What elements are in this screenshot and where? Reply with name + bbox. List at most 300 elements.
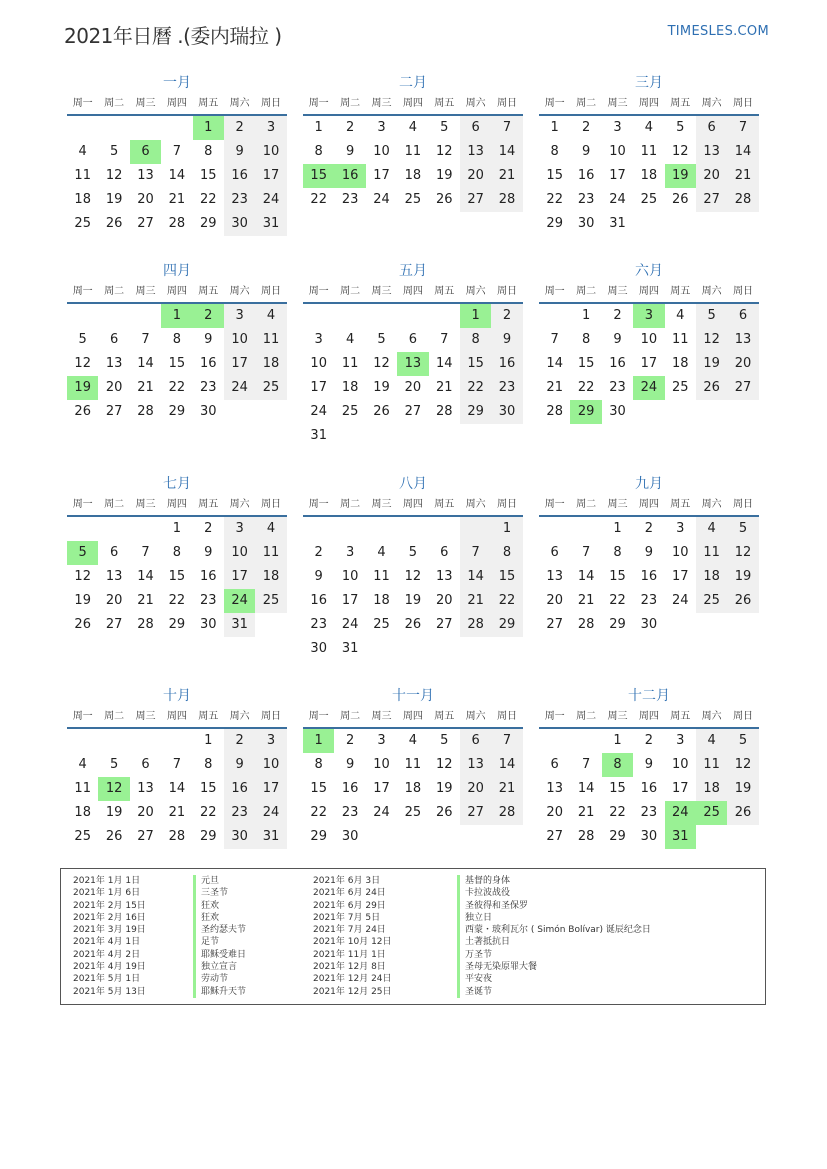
- day-cell[interactable]: 5: [109, 757, 119, 772]
- day-cell[interactable]: 5: [440, 120, 449, 135]
- day-cell[interactable]: 26: [74, 404, 91, 419]
- day-cell[interactable]: 28: [137, 404, 154, 419]
- day-cell[interactable]: 13: [460, 753, 491, 777]
- day-cell[interactable]: 25: [341, 404, 359, 419]
- day-cell[interactable]: 13: [435, 569, 453, 584]
- day-cell[interactable]: 20: [460, 164, 491, 188]
- day-cell[interactable]: 30: [341, 829, 359, 844]
- day-cell[interactable]: 10: [255, 753, 286, 777]
- day-cell[interactable]: 13: [727, 328, 758, 352]
- day-cell[interactable]: 29: [491, 613, 522, 637]
- day-cell[interactable]: 6: [109, 332, 119, 347]
- day-cell[interactable]: 1: [204, 733, 213, 748]
- holiday-day-cell[interactable]: 5: [67, 541, 98, 565]
- day-cell[interactable]: 22: [609, 593, 626, 608]
- day-cell[interactable]: 9: [581, 144, 591, 159]
- day-cell[interactable]: 4: [78, 757, 87, 772]
- day-cell[interactable]: 6: [460, 729, 491, 753]
- day-cell[interactable]: 6: [550, 757, 559, 772]
- day-cell[interactable]: 16: [640, 569, 658, 584]
- day-cell[interactable]: 2: [581, 120, 591, 135]
- day-cell[interactable]: 12: [671, 144, 689, 159]
- day-cell[interactable]: 18: [255, 352, 286, 376]
- day-cell[interactable]: 10: [609, 144, 626, 159]
- day-cell[interactable]: 13: [105, 356, 123, 371]
- day-cell[interactable]: 8: [491, 541, 522, 565]
- holiday-day-cell[interactable]: 3: [633, 304, 664, 328]
- day-cell[interactable]: 13: [137, 168, 154, 183]
- day-cell[interactable]: 20: [435, 593, 453, 608]
- day-cell[interactable]: 27: [546, 617, 563, 632]
- day-cell[interactable]: 18: [341, 380, 359, 395]
- day-cell[interactable]: 30: [640, 829, 658, 844]
- day-cell[interactable]: 30: [224, 212, 255, 236]
- day-cell[interactable]: 8: [172, 332, 181, 347]
- day-cell[interactable]: 31: [609, 216, 626, 231]
- day-cell[interactable]: 5: [676, 120, 685, 135]
- day-cell[interactable]: 22: [577, 380, 595, 395]
- day-cell[interactable]: 15: [168, 569, 186, 584]
- holiday-day-cell[interactable]: 15: [303, 164, 334, 188]
- day-cell[interactable]: 9: [644, 545, 653, 560]
- holiday-day-cell[interactable]: 16: [334, 164, 365, 188]
- day-cell[interactable]: 26: [435, 805, 453, 820]
- day-cell[interactable]: 7: [491, 116, 522, 140]
- day-cell[interactable]: 24: [310, 404, 327, 419]
- day-cell[interactable]: 12: [74, 356, 91, 371]
- day-cell[interactable]: 20: [546, 593, 563, 608]
- day-cell[interactable]: 7: [141, 332, 150, 347]
- day-cell[interactable]: 18: [640, 168, 658, 183]
- day-cell[interactable]: 4: [255, 517, 286, 541]
- day-cell[interactable]: 24: [671, 593, 689, 608]
- day-cell[interactable]: 4: [696, 517, 727, 541]
- day-cell[interactable]: 19: [105, 805, 123, 820]
- day-cell[interactable]: 27: [404, 404, 422, 419]
- day-cell[interactable]: 7: [491, 729, 522, 753]
- day-cell[interactable]: 5: [440, 733, 449, 748]
- day-cell[interactable]: 31: [224, 613, 255, 637]
- day-cell[interactable]: 17: [255, 777, 286, 801]
- day-cell[interactable]: 5: [727, 729, 758, 753]
- day-cell[interactable]: 25: [74, 829, 91, 844]
- day-cell[interactable]: 17: [373, 781, 390, 796]
- day-cell[interactable]: 22: [199, 192, 217, 207]
- day-cell[interactable]: 9: [224, 753, 255, 777]
- day-cell[interactable]: 11: [255, 541, 286, 565]
- day-cell[interactable]: 30: [577, 216, 595, 231]
- day-cell[interactable]: 18: [255, 565, 286, 589]
- day-cell[interactable]: 14: [168, 168, 186, 183]
- day-cell[interactable]: 26: [105, 829, 123, 844]
- day-cell[interactable]: 16: [577, 168, 595, 183]
- day-cell[interactable]: 9: [613, 332, 622, 347]
- day-cell[interactable]: 18: [696, 565, 727, 589]
- day-cell[interactable]: 15: [310, 781, 327, 796]
- day-cell[interactable]: 14: [577, 569, 595, 584]
- day-cell[interactable]: 2: [314, 545, 323, 560]
- day-cell[interactable]: 13: [105, 569, 123, 584]
- day-cell[interactable]: 14: [577, 781, 595, 796]
- day-cell[interactable]: 23: [491, 376, 522, 400]
- day-cell[interactable]: 20: [696, 164, 727, 188]
- day-cell[interactable]: 8: [460, 328, 491, 352]
- day-cell[interactable]: 17: [671, 781, 689, 796]
- day-cell[interactable]: 17: [255, 164, 286, 188]
- day-cell[interactable]: 11: [341, 356, 359, 371]
- day-cell[interactable]: 3: [224, 304, 255, 328]
- day-cell[interactable]: 29: [546, 216, 563, 231]
- day-cell[interactable]: 24: [373, 192, 390, 207]
- day-cell[interactable]: 22: [310, 192, 327, 207]
- day-cell[interactable]: 23: [640, 805, 658, 820]
- day-cell[interactable]: 13: [137, 781, 154, 796]
- day-cell[interactable]: 7: [550, 332, 559, 347]
- day-cell[interactable]: 10: [373, 144, 390, 159]
- day-cell[interactable]: 26: [727, 589, 758, 613]
- day-cell[interactable]: 9: [204, 545, 213, 560]
- day-cell[interactable]: 29: [168, 617, 186, 632]
- day-cell[interactable]: 1: [581, 308, 591, 323]
- day-cell[interactable]: 24: [609, 192, 626, 207]
- day-cell[interactable]: 30: [199, 617, 217, 632]
- day-cell[interactable]: 16: [609, 356, 626, 371]
- day-cell[interactable]: 20: [546, 805, 563, 820]
- day-cell[interactable]: 2: [613, 308, 622, 323]
- day-cell[interactable]: 2: [224, 116, 255, 140]
- day-cell[interactable]: 2: [644, 733, 653, 748]
- day-cell[interactable]: 22: [491, 589, 522, 613]
- day-cell[interactable]: 22: [310, 805, 327, 820]
- day-cell[interactable]: 10: [224, 541, 255, 565]
- day-cell[interactable]: 28: [577, 829, 595, 844]
- day-cell[interactable]: 27: [105, 617, 123, 632]
- day-cell[interactable]: 4: [78, 144, 87, 159]
- day-cell[interactable]: 4: [408, 733, 417, 748]
- holiday-day-cell[interactable]: 31: [665, 825, 696, 849]
- day-cell[interactable]: 11: [255, 328, 286, 352]
- day-cell[interactable]: 16: [224, 777, 255, 801]
- day-cell[interactable]: 14: [491, 140, 522, 164]
- day-cell[interactable]: 24: [255, 188, 286, 212]
- day-cell[interactable]: 14: [137, 356, 154, 371]
- day-cell[interactable]: 25: [696, 589, 727, 613]
- day-cell[interactable]: 7: [727, 116, 758, 140]
- day-cell[interactable]: 26: [404, 617, 422, 632]
- day-cell[interactable]: 11: [404, 144, 422, 159]
- day-cell[interactable]: 19: [727, 777, 758, 801]
- day-cell[interactable]: 8: [204, 757, 213, 772]
- day-cell[interactable]: 22: [546, 192, 563, 207]
- day-cell[interactable]: 7: [172, 757, 181, 772]
- holiday-day-cell[interactable]: 1: [460, 304, 491, 328]
- day-cell[interactable]: 3: [676, 733, 685, 748]
- day-cell[interactable]: 13: [546, 781, 563, 796]
- day-cell[interactable]: 18: [696, 777, 727, 801]
- day-cell[interactable]: 9: [644, 757, 653, 772]
- day-cell[interactable]: 10: [373, 757, 390, 772]
- day-cell[interactable]: 22: [168, 593, 186, 608]
- holiday-day-cell[interactable]: 19: [665, 164, 696, 188]
- day-cell[interactable]: 24: [341, 617, 359, 632]
- day-cell[interactable]: 8: [613, 545, 622, 560]
- day-cell[interactable]: 23: [310, 617, 327, 632]
- day-cell[interactable]: 20: [105, 593, 123, 608]
- day-cell[interactable]: 28: [491, 801, 522, 825]
- day-cell[interactable]: 26: [727, 801, 758, 825]
- day-cell[interactable]: 1: [613, 521, 622, 536]
- holiday-day-cell[interactable]: 6: [130, 140, 161, 164]
- day-cell[interactable]: 29: [199, 216, 217, 231]
- day-cell[interactable]: 10: [255, 140, 286, 164]
- day-cell[interactable]: 21: [727, 164, 758, 188]
- day-cell[interactable]: 11: [696, 541, 727, 565]
- day-cell[interactable]: 16: [341, 781, 359, 796]
- day-cell[interactable]: 6: [141, 757, 150, 772]
- day-cell[interactable]: 21: [460, 589, 491, 613]
- day-cell[interactable]: 21: [137, 593, 154, 608]
- day-cell[interactable]: 25: [373, 617, 390, 632]
- day-cell[interactable]: 4: [345, 332, 355, 347]
- day-cell[interactable]: 5: [696, 304, 727, 328]
- day-cell[interactable]: 2: [224, 729, 255, 753]
- day-cell[interactable]: 31: [341, 641, 359, 656]
- day-cell[interactable]: 9: [224, 140, 255, 164]
- day-cell[interactable]: 23: [640, 593, 658, 608]
- day-cell[interactable]: 31: [255, 825, 286, 849]
- day-cell[interactable]: 13: [696, 140, 727, 164]
- holiday-day-cell[interactable]: 1: [303, 729, 334, 753]
- day-cell[interactable]: 5: [109, 144, 119, 159]
- day-cell[interactable]: 18: [404, 168, 422, 183]
- day-cell[interactable]: 20: [137, 192, 154, 207]
- day-cell[interactable]: 26: [105, 216, 123, 231]
- day-cell[interactable]: 12: [373, 356, 390, 371]
- day-cell[interactable]: 21: [168, 192, 186, 207]
- day-cell[interactable]: 20: [460, 777, 491, 801]
- day-cell[interactable]: 2: [345, 733, 355, 748]
- day-cell[interactable]: 19: [727, 565, 758, 589]
- day-cell[interactable]: 29: [199, 829, 217, 844]
- day-cell[interactable]: 23: [224, 188, 255, 212]
- day-cell[interactable]: 30: [224, 825, 255, 849]
- day-cell[interactable]: 11: [74, 781, 91, 796]
- day-cell[interactable]: 27: [137, 216, 154, 231]
- day-cell[interactable]: 7: [440, 332, 449, 347]
- day-cell[interactable]: 19: [105, 192, 123, 207]
- holiday-day-cell[interactable]: 1: [161, 304, 192, 328]
- day-cell[interactable]: 28: [168, 216, 186, 231]
- day-cell[interactable]: 18: [74, 192, 91, 207]
- day-cell[interactable]: 27: [105, 404, 123, 419]
- day-cell[interactable]: 20: [727, 352, 758, 376]
- holiday-day-cell[interactable]: 19: [67, 376, 98, 400]
- day-cell[interactable]: 21: [168, 805, 186, 820]
- day-cell[interactable]: 29: [168, 404, 186, 419]
- day-cell[interactable]: 25: [404, 805, 422, 820]
- day-cell[interactable]: 25: [404, 192, 422, 207]
- day-cell[interactable]: 30: [491, 400, 522, 424]
- day-cell[interactable]: 17: [671, 569, 689, 584]
- day-cell[interactable]: 6: [696, 116, 727, 140]
- day-cell[interactable]: 3: [377, 733, 386, 748]
- day-cell[interactable]: 12: [435, 757, 453, 772]
- day-cell[interactable]: 31: [255, 212, 286, 236]
- day-cell[interactable]: 14: [727, 140, 758, 164]
- day-cell[interactable]: 29: [310, 829, 327, 844]
- day-cell[interactable]: 15: [609, 781, 626, 796]
- day-cell[interactable]: 29: [609, 829, 626, 844]
- day-cell[interactable]: 4: [644, 120, 653, 135]
- day-cell[interactable]: 29: [609, 617, 626, 632]
- day-cell[interactable]: 23: [609, 380, 626, 395]
- day-cell[interactable]: 28: [168, 829, 186, 844]
- day-cell[interactable]: 23: [341, 805, 359, 820]
- day-cell[interactable]: 3: [613, 120, 622, 135]
- day-cell[interactable]: 28: [546, 404, 563, 419]
- day-cell[interactable]: 16: [640, 781, 658, 796]
- day-cell[interactable]: 29: [460, 400, 491, 424]
- day-cell[interactable]: 14: [491, 753, 522, 777]
- day-cell[interactable]: 4: [377, 545, 386, 560]
- day-cell[interactable]: 11: [373, 569, 390, 584]
- day-cell[interactable]: 10: [671, 757, 689, 772]
- day-cell[interactable]: 18: [404, 781, 422, 796]
- day-cell[interactable]: 4: [408, 120, 417, 135]
- day-cell[interactable]: 2: [345, 120, 355, 135]
- day-cell[interactable]: 18: [671, 356, 689, 371]
- day-cell[interactable]: 9: [345, 144, 355, 159]
- day-cell[interactable]: 17: [224, 565, 255, 589]
- day-cell[interactable]: 17: [341, 593, 359, 608]
- day-cell[interactable]: 12: [696, 328, 727, 352]
- day-cell[interactable]: 21: [491, 164, 522, 188]
- day-cell[interactable]: 1: [550, 120, 559, 135]
- holiday-day-cell[interactable]: 24: [224, 589, 255, 613]
- day-cell[interactable]: 10: [341, 569, 359, 584]
- day-cell[interactable]: 5: [78, 332, 87, 347]
- day-cell[interactable]: 15: [199, 781, 217, 796]
- day-cell[interactable]: 11: [74, 168, 91, 183]
- day-cell[interactable]: 27: [696, 188, 727, 212]
- day-cell[interactable]: 6: [727, 304, 758, 328]
- day-cell[interactable]: 28: [491, 188, 522, 212]
- day-cell[interactable]: 15: [546, 168, 563, 183]
- day-cell[interactable]: 27: [137, 829, 154, 844]
- day-cell[interactable]: 15: [609, 569, 626, 584]
- day-cell[interactable]: 19: [373, 380, 390, 395]
- day-cell[interactable]: 25: [74, 216, 91, 231]
- day-cell[interactable]: 30: [640, 617, 658, 632]
- day-cell[interactable]: 30: [199, 404, 217, 419]
- day-cell[interactable]: 27: [460, 801, 491, 825]
- site-link[interactable]: TIMESLES.COM: [667, 24, 769, 39]
- day-cell[interactable]: 28: [727, 188, 758, 212]
- day-cell[interactable]: 8: [204, 144, 213, 159]
- day-cell[interactable]: 10: [224, 328, 255, 352]
- day-cell[interactable]: 28: [137, 617, 154, 632]
- holiday-day-cell[interactable]: 24: [633, 376, 664, 400]
- day-cell[interactable]: 11: [671, 332, 689, 347]
- day-cell[interactable]: 17: [224, 352, 255, 376]
- day-cell[interactable]: 21: [435, 380, 453, 395]
- day-cell[interactable]: 2: [491, 304, 522, 328]
- day-cell[interactable]: 8: [314, 757, 323, 772]
- day-cell[interactable]: 4: [696, 729, 727, 753]
- day-cell[interactable]: 17: [310, 380, 327, 395]
- day-cell[interactable]: 4: [676, 308, 685, 323]
- day-cell[interactable]: 13: [460, 140, 491, 164]
- day-cell[interactable]: 3: [314, 332, 323, 347]
- day-cell[interactable]: 10: [671, 545, 689, 560]
- day-cell[interactable]: 19: [404, 593, 422, 608]
- day-cell[interactable]: 30: [609, 404, 626, 419]
- day-cell[interactable]: 12: [435, 144, 453, 159]
- holiday-day-cell[interactable]: 8: [602, 753, 633, 777]
- day-cell[interactable]: 28: [460, 613, 491, 637]
- day-cell[interactable]: 26: [671, 192, 689, 207]
- day-cell[interactable]: 15: [199, 168, 217, 183]
- holiday-day-cell[interactable]: 12: [98, 777, 129, 801]
- day-cell[interactable]: 23: [224, 801, 255, 825]
- day-cell[interactable]: 8: [172, 545, 181, 560]
- day-cell[interactable]: 25: [671, 380, 689, 395]
- day-cell[interactable]: 27: [460, 188, 491, 212]
- holiday-day-cell[interactable]: 1: [193, 116, 224, 140]
- day-cell[interactable]: 5: [408, 545, 417, 560]
- day-cell[interactable]: 12: [105, 168, 123, 183]
- day-cell[interactable]: 20: [137, 805, 154, 820]
- day-cell[interactable]: 16: [199, 569, 217, 584]
- day-cell[interactable]: 16: [224, 164, 255, 188]
- day-cell[interactable]: 26: [373, 404, 390, 419]
- day-cell[interactable]: 15: [577, 356, 595, 371]
- day-cell[interactable]: 22: [199, 805, 217, 820]
- day-cell[interactable]: 7: [172, 144, 181, 159]
- day-cell[interactable]: 30: [310, 641, 327, 656]
- day-cell[interactable]: 2: [204, 521, 213, 536]
- day-cell[interactable]: 5: [727, 517, 758, 541]
- day-cell[interactable]: 10: [310, 356, 327, 371]
- day-cell[interactable]: 1: [613, 733, 622, 748]
- day-cell[interactable]: 24: [224, 376, 255, 400]
- day-cell[interactable]: 27: [727, 376, 758, 400]
- day-cell[interactable]: 14: [546, 356, 563, 371]
- day-cell[interactable]: 16: [491, 352, 522, 376]
- day-cell[interactable]: 9: [345, 757, 355, 772]
- holiday-day-cell[interactable]: 24: [665, 801, 696, 825]
- day-cell[interactable]: 13: [546, 569, 563, 584]
- day-cell[interactable]: 3: [676, 521, 685, 536]
- day-cell[interactable]: 17: [373, 168, 390, 183]
- day-cell[interactable]: 25: [255, 589, 286, 613]
- day-cell[interactable]: 21: [546, 380, 563, 395]
- day-cell[interactable]: 22: [460, 376, 491, 400]
- day-cell[interactable]: 21: [577, 593, 595, 608]
- day-cell[interactable]: 7: [460, 541, 491, 565]
- day-cell[interactable]: 19: [435, 781, 453, 796]
- day-cell[interactable]: 11: [696, 753, 727, 777]
- day-cell[interactable]: 19: [435, 168, 453, 183]
- day-cell[interactable]: 23: [341, 192, 359, 207]
- day-cell[interactable]: 7: [141, 545, 150, 560]
- day-cell[interactable]: 14: [460, 565, 491, 589]
- day-cell[interactable]: 12: [727, 753, 758, 777]
- day-cell[interactable]: 8: [581, 332, 591, 347]
- day-cell[interactable]: 3: [255, 116, 286, 140]
- day-cell[interactable]: 21: [137, 380, 154, 395]
- day-cell[interactable]: 26: [435, 192, 453, 207]
